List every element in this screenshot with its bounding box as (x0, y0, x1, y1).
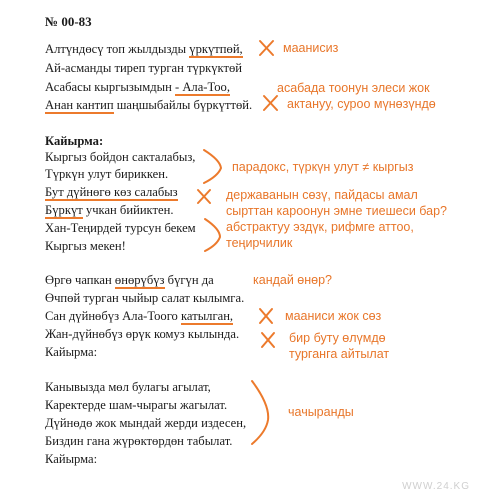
annotation-note-7: кандай өнөр? (253, 273, 333, 287)
verse1-line-1: Алтүндөсү топ жылдызды үркүтпөй, (45, 42, 243, 56)
annotation-note-10: чачыранды (288, 405, 354, 419)
verse3-line-2: Каректерде шам-чырагы жагылат. (45, 398, 228, 412)
verse1-line-4: Анан кантип шаңшыбайлы бүркүттөй. (45, 98, 253, 112)
chorus-line-4: Бүркүт учкан бийиктен. (45, 203, 174, 217)
annotation-note-9a: бир буту өлүмдө (289, 331, 386, 345)
chorus-line-6: Кыргыз мекен! (45, 239, 126, 253)
annotation-note-1: маанисиз (283, 41, 339, 55)
bracket-mark-3 (252, 381, 268, 444)
verse3-line-4: Биздин гана жүрөктөрдөн табылат. (45, 434, 233, 448)
chorus-line-5: Хан-Теңирдей турсун бекем (45, 221, 196, 235)
chorus-title: Кайырма: (45, 134, 104, 148)
verse1-line-2: Ай-асманды тиреп турган түркүктөй (45, 61, 243, 75)
verse1-line-3: Асабасы кыргызымдын - Ала-Тоо, (45, 80, 230, 94)
verse2-line-1: Өргө чапкан өнөрүбүз бүгүн да (45, 273, 214, 287)
verse3-line-3: Дүйнөдө жок мындай жерди издесен, (45, 416, 247, 430)
annotation-note-8: мааниси жок сөз (285, 309, 382, 323)
cross-mark-1-icon (260, 41, 273, 55)
cross-mark-5-icon (262, 333, 274, 347)
watermark: WWW.24.KG (402, 481, 470, 492)
verse3-line-1: Канывызда мөл булагы агылат, (45, 380, 211, 394)
annotation-note-6a: абстрактуу эздүк, рифмге аттоо, (226, 220, 414, 234)
annotation-note-4: парадокс, түркүн улут ≠ кыргыз (232, 160, 414, 174)
verse2-line-2: Өчпөй турган чыйыр салат кылымга. (45, 291, 245, 305)
annotation-note-3: актануу, суроо мүнөзүндө (287, 97, 436, 111)
verse2-line-4: Жан-дүйнөбүз өрүк комуз кылында. (45, 327, 240, 341)
cross-mark-3-icon (198, 190, 210, 203)
verse2-line-5: Кайырма: (45, 345, 98, 359)
bracket-mark-1 (204, 150, 221, 183)
cross-mark-4-icon (260, 309, 272, 323)
annotation-note-9b: турганга айтылат (289, 347, 390, 361)
annotation-note-5b: сырттан кароонун эмне тиешеси бар? (226, 204, 448, 218)
chorus-line-2: Түркүн улут бириккен. (45, 167, 169, 181)
verse2-line-3: Сан дүйнөбүз Ала-Тоого катылган, (45, 309, 234, 323)
chorus-line-1: Кыргыз бойдон сакталабыз, (45, 150, 196, 164)
verse3-line-5: Кайырма: (45, 452, 98, 466)
bracket-mark-2 (205, 219, 220, 251)
chorus-line-3: Бут дүйнөгө көз салабыз (45, 185, 178, 199)
annotation-note-6b: теңирчилик (226, 236, 293, 250)
doc-number: № 00-83 (45, 14, 92, 29)
cross-mark-2-icon (264, 96, 277, 110)
annotation-note-5a: державанын сөзү, пайдасы амал (226, 188, 418, 202)
annotation-note-2: асабада тоонун элеси жок (277, 81, 430, 95)
